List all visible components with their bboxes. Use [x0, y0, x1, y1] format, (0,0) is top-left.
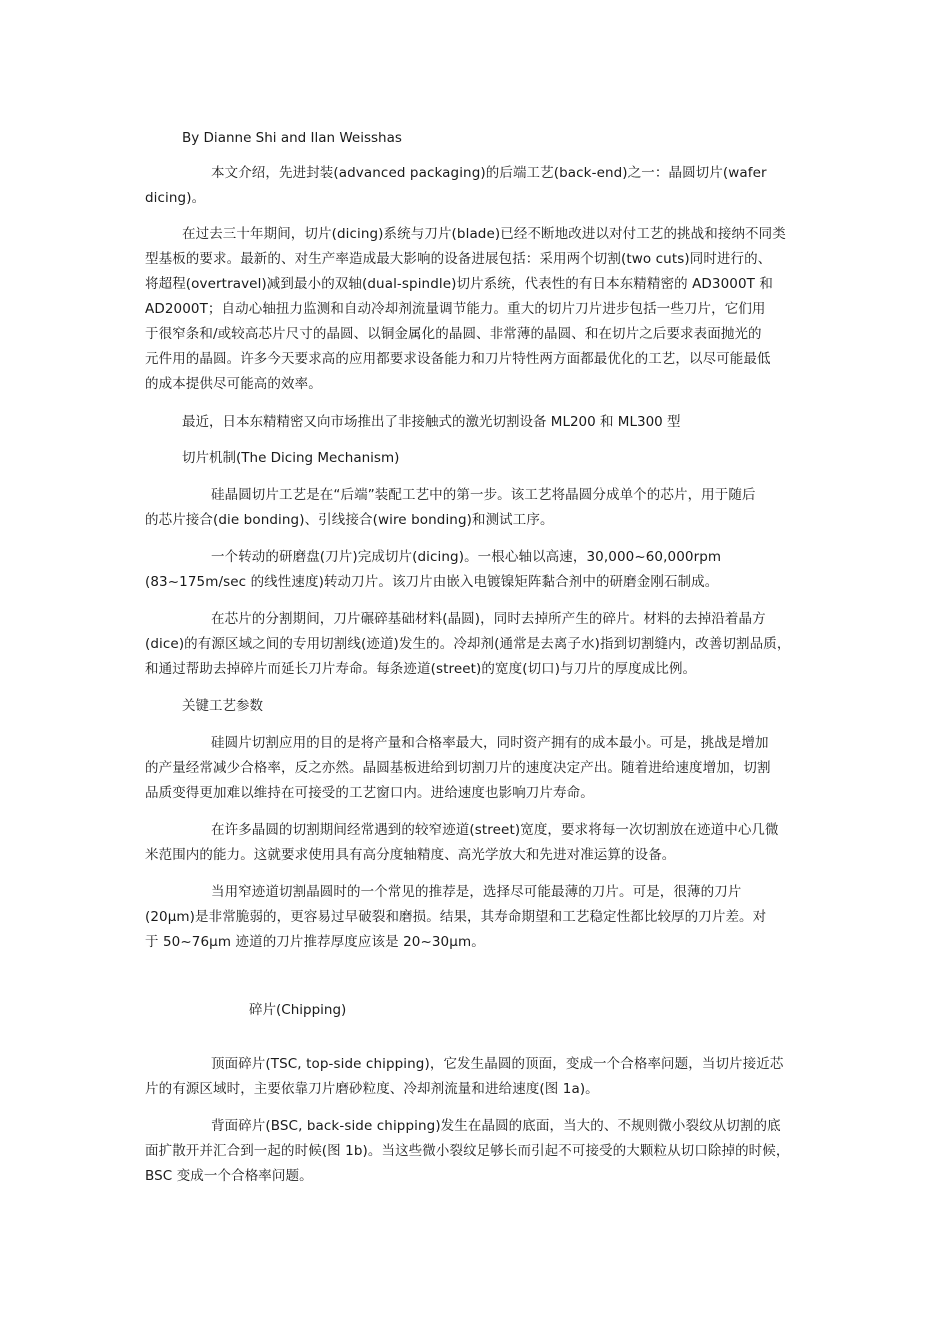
chipping-heading: 碎片(Chipping) [249, 1002, 347, 1018]
params-line: (20μm)是非常脆弱的，更容易过早破裂和磨损。结果，其寿命期望和工艺稳定性都比较厚的刀片差。对 [145, 909, 767, 925]
overview-paragraph [145, 222, 810, 397]
chipping-line: 背面碎片(BSC, back-side chipping)发生在晶圆的底面，当大的、不规则微小裂纹从切割的底 [211, 1118, 781, 1134]
overview-line: 将超程(overtravel)减到最小的双轴(dual-spindle)切片系统，代表性的有日本东精精密的 AD3000T 和 [145, 276, 774, 292]
laser-note: 最近，日本东精精密又向市场推出了非接触式的激光切割设备 ML200 和 ML300 型 [182, 414, 681, 430]
mechanism-heading: 切片机制(The Dicing Mechanism) [182, 450, 400, 466]
mechanism-paragraph-3 [145, 607, 810, 682]
chipping-line: 面扩散开并汇合到一起的时候(图 1b)。当这些微小裂纹足够长而引起不可接受的大颗粒从切口除掉的时候， [145, 1143, 790, 1159]
intro-line: dicing)。 [145, 190, 206, 206]
mechanism-line: (dice)的有源区域之间的专用切割线(迹道)发生的。冷却剂(通常是去离子水)指到切割缝内，改善切割品质， [145, 636, 791, 652]
chipping-line: BSC 变成一个合格率问题。 [145, 1168, 313, 1184]
params-heading: 关键工艺参数 [182, 698, 263, 714]
byline: By Dianne Shi and Ilan Weisshas [182, 130, 402, 146]
params-paragraph-1 [145, 731, 810, 806]
params-line: 于 50~76μm 迹道的刀片推荐厚度应该是 20~30μm。 [145, 934, 485, 950]
params-paragraph-3 [145, 880, 810, 955]
overview-line: 于很窄条和/或较高芯片尺寸的晶圆、以铜金属化的晶圆、非常薄的晶圆、和在切片之后要求表面抛光的 [145, 326, 762, 342]
chipping-line: 顶面碎片(TSC, top-side chipping)，它发生晶圆的顶面，变成一个合格率问题，当切片接近芯 [211, 1056, 784, 1072]
mechanism-line: (83~175m/sec 的线性速度)转动刀片。该刀片由嵌入电镀镍矩阵黏合剂中的研磨金刚石制成。 [145, 574, 719, 590]
mechanism-line: 和通过帮助去掉碎片而延长刀片寿命。每条迹道(street)的宽度(切口)与刀片的厚度成比例。 [145, 661, 697, 677]
params-line: 米范围内的能力。这就要求使用具有高分度轴精度、高光学放大和先进对准运算的设备。 [145, 847, 676, 863]
intro-paragraph [145, 161, 810, 211]
params-line: 的产量经常减少合格率，反之亦然。晶圆基板进给到切割刀片的速度决定产出。随着进给速度增加，切割 [145, 760, 771, 776]
chipping-paragraph-2 [145, 1114, 810, 1189]
overview-line: 型基板的要求。最新的、对生产率造成最大影响的设备进展包括：采用两个切割(two cuts)同时进行的、 [145, 251, 772, 267]
mechanism-line: 的芯片接合(die bonding)、引线接合(wire bonding)和测试工序。 [145, 512, 554, 528]
overview-line: 在过去三十年期间，切片(dicing)系统与刀片(blade)已经不断地改进以对付工艺的挑战和接纳不同类 [182, 226, 786, 242]
params-line: 硅圆片切割应用的目的是将产量和合格率最大，同时资产拥有的成本最小。可是，挑战是增加 [211, 735, 769, 751]
mechanism-line: 在芯片的分割期间，刀片碾碎基础材料(晶圆)，同时去掉所产生的碎片。材料的去掉沿着晶方 [211, 611, 766, 627]
params-line: 在许多晶圆的切割期间经常遇到的较窄迹道(street)宽度，要求将每一次切割放在迹道中心几微 [211, 822, 779, 838]
chipping-paragraph-1 [145, 1052, 810, 1102]
params-paragraph-2 [145, 818, 810, 868]
chipping-line: 片的有源区域时，主要依靠刀片磨砂粒度、冷却剂流量和进给速度(图 1a)。 [145, 1081, 599, 1097]
overview-line: 的成本提供尽可能高的效率。 [145, 376, 322, 392]
intro-line: 本文介绍，先进封装(advanced packaging)的后端工艺(back-end)之一：晶圆切片(wafer [211, 165, 767, 181]
overview-line: 元件用的晶圆。许多今天要求高的应用都要求设备能力和刀片特性两方面都最优化的工艺，以尽可能最低 [145, 351, 771, 367]
mechanism-paragraph-1 [145, 483, 810, 533]
overview-line: AD2000T；自动心轴扭力监测和自动冷却剂流量调节能力。重大的切片刀片进步包括一些刀片，它们用 [145, 301, 766, 317]
params-line: 品质变得更加难以维持在可接受的工艺窗口内。进给速度也影响刀片寿命。 [145, 785, 594, 801]
mechanism-paragraph-2 [145, 545, 810, 595]
mechanism-line: 硅晶圆切片工艺是在“后端”装配工艺中的第一步。该工艺将晶圆分成单个的芯片，用于随后 [211, 487, 756, 503]
params-line: 当用窄迹道切割晶圆时的一个常见的推荐是，选择尽可能最薄的刀片。可是，很薄的刀片 [211, 884, 742, 900]
mechanism-line: 一个转动的研磨盘(刀片)完成切片(dicing)。一根心轴以高速，30,000~60,000rpm [211, 549, 722, 565]
